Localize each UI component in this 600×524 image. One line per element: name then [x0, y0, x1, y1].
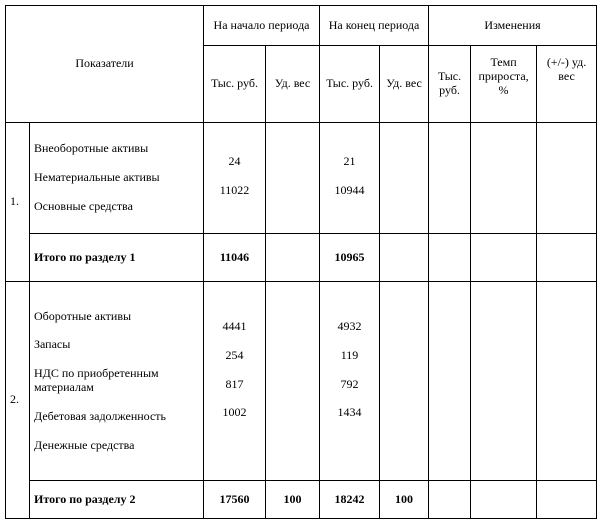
section1-items [30, 123, 204, 234]
section1-number: 1. [6, 123, 30, 282]
section2-change-share [537, 282, 597, 481]
section1-end-intangible: 21 [343, 154, 356, 168]
section1-total-label: Итого по разделу 1 [30, 234, 204, 282]
section1-total-end-share [380, 234, 429, 282]
section2-number: 2. [6, 282, 30, 519]
section2-end-vat-line2: 792 [340, 376, 359, 391]
section2-total-change-rate [471, 481, 537, 519]
section2-total-end-share: 100 [380, 481, 429, 519]
section1-change-rate [471, 123, 537, 234]
section2-start-inventory: 4441 [222, 319, 247, 333]
section2-item-cash: Денежные средства [34, 437, 135, 452]
end-period-header: На конец периода [320, 6, 429, 46]
end-share-header: Уд. вес [380, 46, 429, 123]
start-thousand-rub-header: Тыс. руб. [204, 46, 266, 123]
header-row-1 [6, 6, 597, 46]
section2-change-rate [471, 282, 537, 481]
section2-total-start-share: 100 [266, 481, 320, 519]
section1-total-row [6, 234, 597, 282]
section1-item-fixed-assets: Основные средства [34, 198, 133, 213]
change-thousand-rub-line2: руб. [439, 83, 460, 97]
section2-item-vat-word3: приобретенным [77, 366, 159, 381]
section1-change-abs [429, 123, 471, 234]
section1-change-share [537, 123, 597, 234]
section1-total-change-share [537, 234, 597, 282]
section2-start-values [204, 282, 266, 481]
section1-start-fixed: 11022 [219, 182, 250, 197]
indicators-header: Показатели [6, 6, 204, 123]
section1-end-share [380, 123, 429, 234]
section2-start-vat: 254 [225, 347, 244, 362]
section2-total-change-share [537, 481, 597, 519]
section2-start-vat-line2: 817 [225, 376, 244, 391]
section2-item-receivables: Дебетовая задолженность [34, 408, 167, 423]
section1-total-change-abs [429, 234, 471, 282]
share-change-line1: (+/-) уд. [546, 55, 587, 69]
start-share-header: Уд. вес [266, 46, 320, 123]
share-change-line2: вес [558, 68, 575, 83]
section2-items [30, 282, 204, 481]
growth-rate-header [471, 46, 537, 123]
section1-start-intangible: 24 [228, 154, 241, 168]
section1-total-start: 11046 [204, 234, 266, 282]
changes-header: Изменения [429, 6, 597, 46]
section1-total-start-share [266, 234, 320, 282]
section1-item-intangible-assets: Нематериальные активы [34, 170, 160, 185]
section2-item-vat-line1 [34, 367, 203, 381]
end-thousand-rub-header: Тыс. руб. [320, 46, 380, 123]
growth-rate-line1: Темп [490, 55, 517, 69]
section1-start-share [266, 123, 320, 234]
section2-item-vat-line2: материалам [34, 380, 94, 394]
balance-table [5, 5, 597, 519]
section2-end-receivables: 1434 [337, 405, 362, 420]
change-thousand-rub-header [429, 46, 471, 123]
section2-start-receivables: 1002 [222, 405, 247, 420]
section1-total-end: 10965 [320, 234, 380, 282]
section1-start-values [204, 123, 266, 234]
section2-end-inventory: 4932 [337, 319, 362, 333]
section2-end-share [380, 282, 429, 481]
section1-row [6, 123, 597, 234]
section2-end-values [320, 282, 380, 481]
section2-total-label: Итого по разделу 2 [30, 481, 204, 519]
growth-rate-line3: % [498, 82, 509, 97]
section2-row [6, 282, 597, 481]
section1-end-fixed: 10944 [334, 182, 365, 197]
section1-end-values [320, 123, 380, 234]
section2-item-vat-word2: по [61, 366, 75, 381]
growth-rate-line2: прироста, [478, 68, 529, 83]
section2-total-row [6, 481, 597, 519]
section1-item-noncurrent-assets: Внеоборотные активы [34, 141, 149, 156]
section2-start-share [266, 282, 320, 481]
section2-total-start: 17560 [204, 481, 266, 519]
section2-end-vat: 119 [340, 347, 359, 362]
share-change-header [537, 46, 597, 123]
section1-total-change-rate [471, 234, 537, 282]
section2-total-end: 18242 [320, 481, 380, 519]
section2-item-inventory: Запасы [34, 337, 71, 352]
start-period-header: На начало периода [204, 6, 320, 46]
section2-item-vat-word1: НДС [34, 366, 59, 381]
section2-change-abs [429, 282, 471, 481]
section2-item-current-assets: Оборотные активы [34, 308, 132, 323]
section2-total-change-abs [429, 481, 471, 519]
change-thousand-rub-line1: Тыс. [437, 69, 462, 84]
